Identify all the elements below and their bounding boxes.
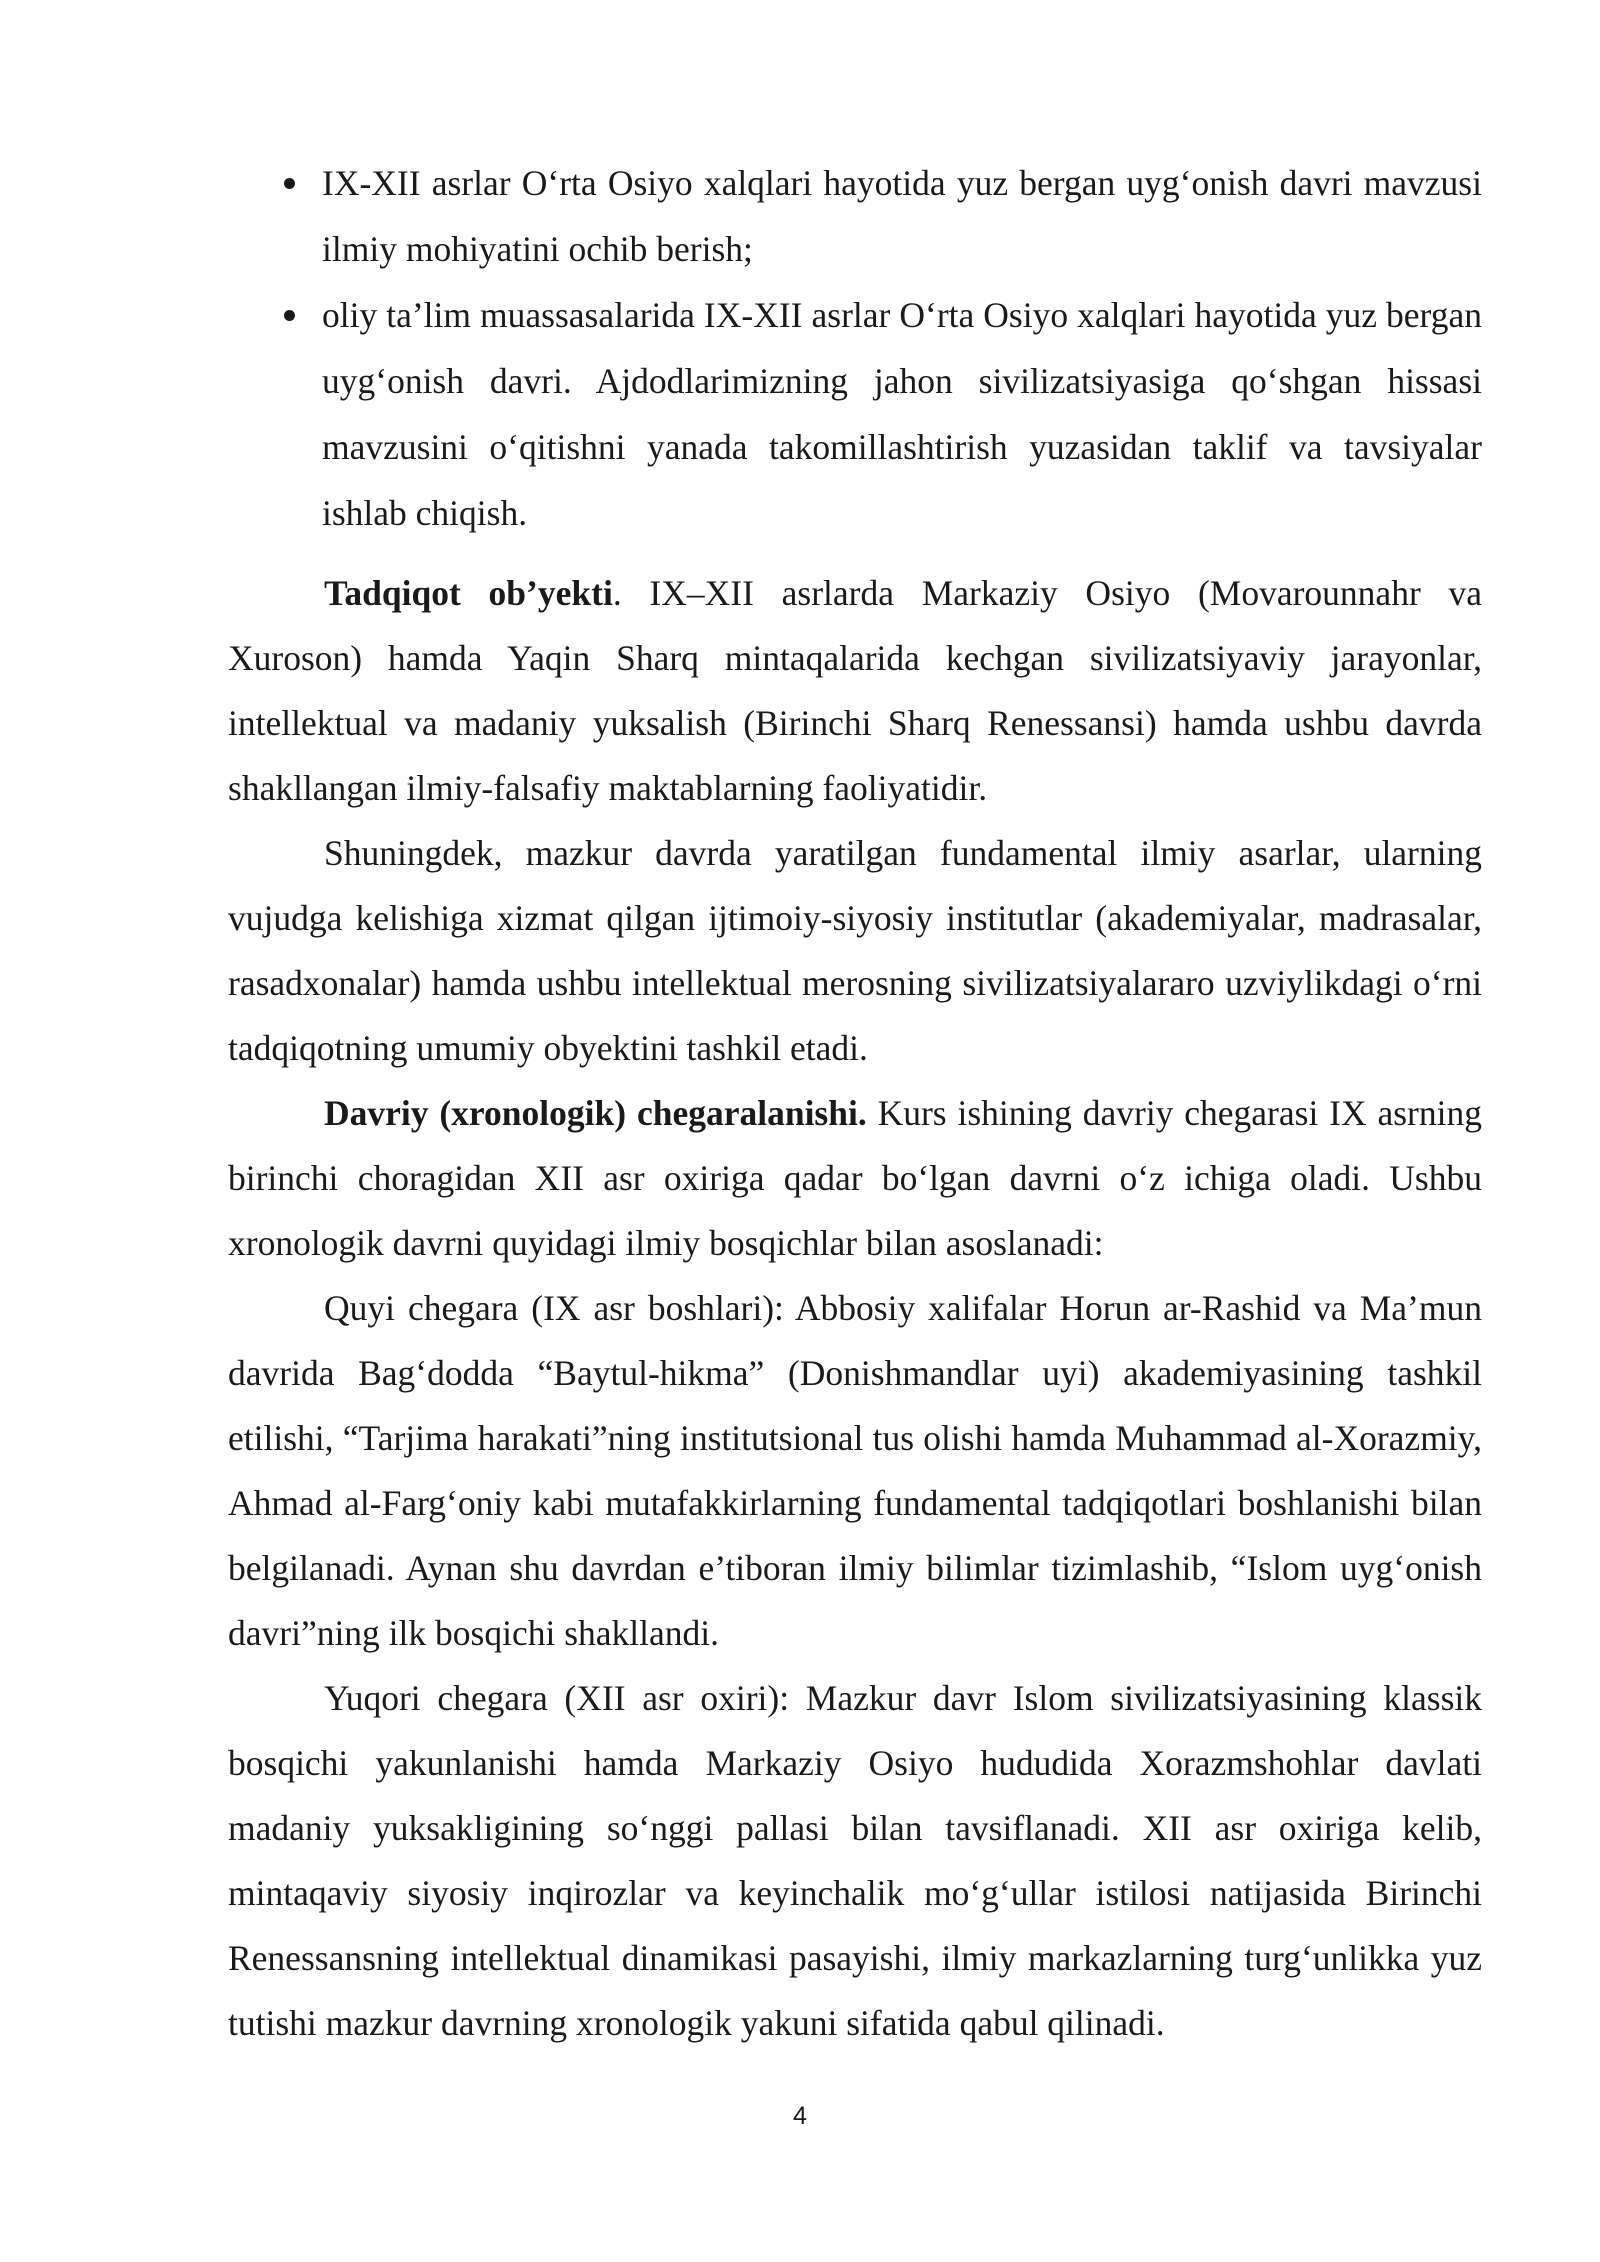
page-content bbox=[228, 150, 1482, 2056]
research-object-paragraph bbox=[228, 561, 1482, 821]
chronology-heading: Davriy (xronologik) chegaralanishi. bbox=[324, 1093, 867, 1133]
objectives-list bbox=[228, 150, 1482, 546]
research-object-heading: Tadqiqot ob’yekti bbox=[324, 573, 613, 613]
chronology-text: Kurs ishining davriy chegarasi IX asrning birinchi choragidan XII asr oxiriga qadar bo‘lgan davrni o‘z ichiga oladi. Ushbu xronologik davrni quyidagi ilmiy bosqichlar bilan asoslanadi: bbox=[228, 1093, 1482, 1263]
research-object-continuation: Shuningdek, mazkur davrda yaratilgan fundamental ilmiy asarlar, ularning vujudga kelishiga xizmat qilgan ijtimoiy-siyosiy institutlar (akademiyalar, madrasalar, rasadxonalar) hamda ushbu intellektual merosning sivilizatsiyalararo uzviylikdagi o‘rni tadqiqotning umumiy obyektini tashkil etadi. bbox=[228, 833, 1482, 1068]
upper-bound-paragraph: Yuqori chegara (XII asr oxiri): Mazkur davr Islom sivilizatsiyasining klassik bosqichi yakunlanishi hamda Markaziy Osiyo hududida Xorazmshohlar davlati madaniy yuksakligining so‘nggi pallasi bilan tavsiflanadi. XII asr oxiriga kelib, mintaqaviy siyosiy inqirozlar va keyinchalik mo‘g‘ullar istilosi natijasida Birinchi Renessansning intellektual dinamikasi pasayishi, ilmiy markazlarning turg‘unlikka yuz tutishi mazkur davrning xronologik yakuni sifatida qabul qilinadi. bbox=[228, 1678, 1482, 2043]
list-item bbox=[228, 282, 1482, 546]
chronology-paragraph bbox=[228, 1081, 1482, 1276]
page-number: 4 bbox=[793, 2102, 807, 2130]
list-item-text: IX-XII asrlar O‘rta Osiyo xalqlari hayotida yuz bergan uyg‘onish davri mavzusi ilmiy mohiyatini ochib berish; bbox=[322, 163, 1482, 269]
research-object-text: . IX–XII asrlarda Markaziy Osiyo (Movarounnahr va Xuroson) hamda Yaqin Sharq mintaqalarida kechgan sivilizatsiyaviy jarayonlar, intellektual va madaniy yuksalish (Birinchi Sharq Renessansi) hamda ushbu davrda shakllangan ilmiy-falsafiy maktablarning faoliyatidir. bbox=[228, 573, 1482, 808]
list-item-text: oliy ta’lim muassasalarida IX-XII asrlar O‘rta Osiyo xalqlari hayotida yuz bergan uyg‘onish davri. Ajdodlarimizning jahon sivilizatsiyasiga qo‘shgan hissasi mavzusini o‘qitishni yanada takomillashtirish yuzasidan taklif va tavsiyalar ishlab chiqish. bbox=[322, 295, 1482, 533]
list-item bbox=[228, 150, 1482, 282]
bullet-icon bbox=[284, 178, 295, 189]
lower-bound-paragraph: Quyi chegara (IX asr boshlari): Abbosiy xalifalar Horun ar-Rashid va Ma’mun davrida Bag‘dodda “Baytul-hikma” (Donishmandlar uyi) akademiyasining tashkil etilishi, “Tarjima harakati”ning institutsional tus olishi hamda Muhammad al-Xorazmiy, Ahmad al-Farg‘oniy kabi mutafakkirlarning fundamental tadqiqotlari boshlanishi bilan belgilanadi. Aynan shu davrdan e’tiboran ilmiy bilimlar tizimlashib, “Islom uyg‘onish davri”ning ilk bosqichi shakllandi. bbox=[228, 1288, 1482, 1653]
bullet-icon bbox=[284, 310, 295, 321]
